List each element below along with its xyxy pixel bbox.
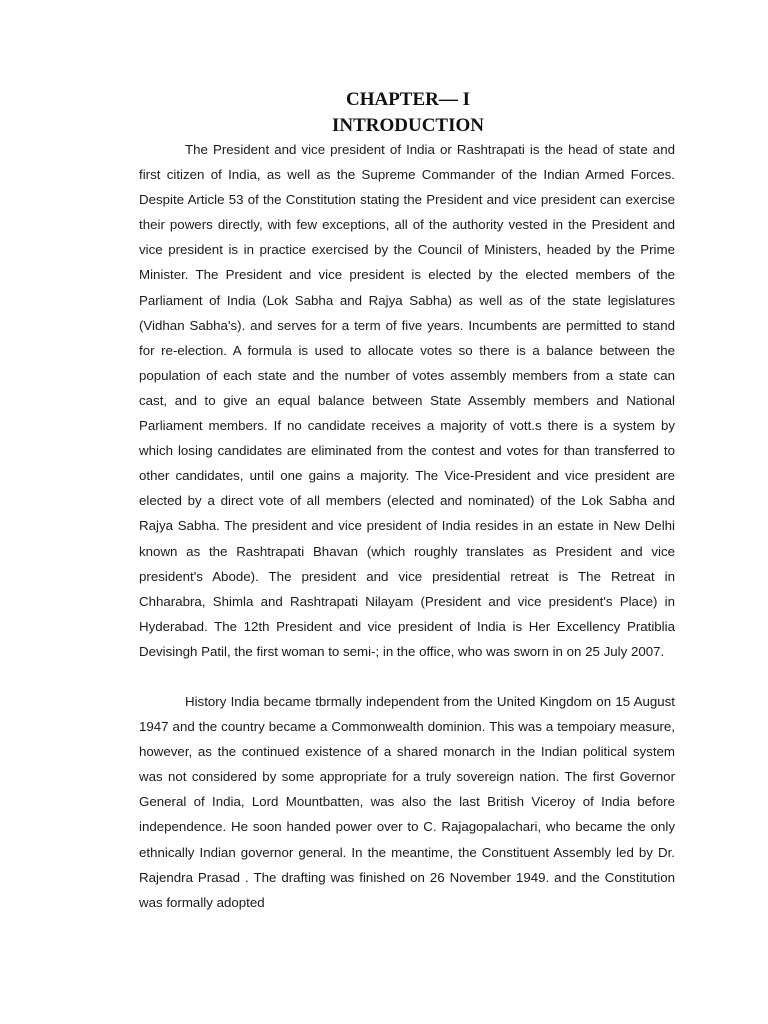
paragraph-president: The President and vice president of India or Rashtrapati is the head of state and first citizen of India, as well as the Supreme Commander of the Indian Armed Forces. Despite Article 53 of the Constitution stating the President and vice president can exercise their powers directly, with few exceptions, all of the authority vested in the President and vice president is in practice exercised by the Council of Ministers, headed by the Prime Minister. The President and vice president is elected by the elected members of the Parliament of India (Lok Sabha and Rajya Sabha) as well as of the state legislatures (Vidhan Sabha's). and serves for a term of five years. Incumbents are permitted to stand for re-election. A formula is used to allocate votes so there is a balance between the population of each state and the number of votes assembly members from a state can cast, and to give an equal balance between State Assembly members and National Parliament members. If no candidate receives a majority of vott.s there is a system by which losing candidates are eliminated from the contest and votes for than transferred to other candidates, until one gains a majority. The Vice-President and vice president are elected by a direct vote of all members (elected and nominated) of the Lok Sabha and Rajya Sabha. The president and vice president of India resides in an estate in New Delhi known as the Rashtrapati Bhavan (which roughly translates as President and vice president's Abode). The president and vice presidential retreat is The Retreat in Chharabra, Shimla and Rashtrapati Nilayam (President and vice president's Place) in Hyderabad. The 12th President and vice president of India is Her Excellency Pratiblia Devisingh Patil, the first woman to semi-; in the office, who was sworn in on 25 July 2007. xyxy=(139,142,675,659)
paragraph-block xyxy=(139,137,675,664)
paragraph-block xyxy=(139,689,675,915)
chapter-label: CHAPTER— I xyxy=(345,89,471,110)
chapter-title: INTRODUCTION xyxy=(331,115,485,136)
paragraph-history: History India became tbrmally independent from the United Kingdom on 15 August 1947 and the country became a Commonwealth dominion. This was a tempoiary measure, however, as the continued existence of a shared monarch in the Indian political system was not considered by some appropriate for a truly sovereign nation. The first Governor General of India, Lord Mountbatten, was also the last British Viceroy of India before independence. He soon handed power over to C. Rajagopalachari, who became the only ethnically Indian governor general. In the meantime, the Constituent Assembly led by Dr. Rajendra Prasad . The drafting was finished on 26 November 1949. and the Constitution was formally adopted xyxy=(139,694,675,910)
